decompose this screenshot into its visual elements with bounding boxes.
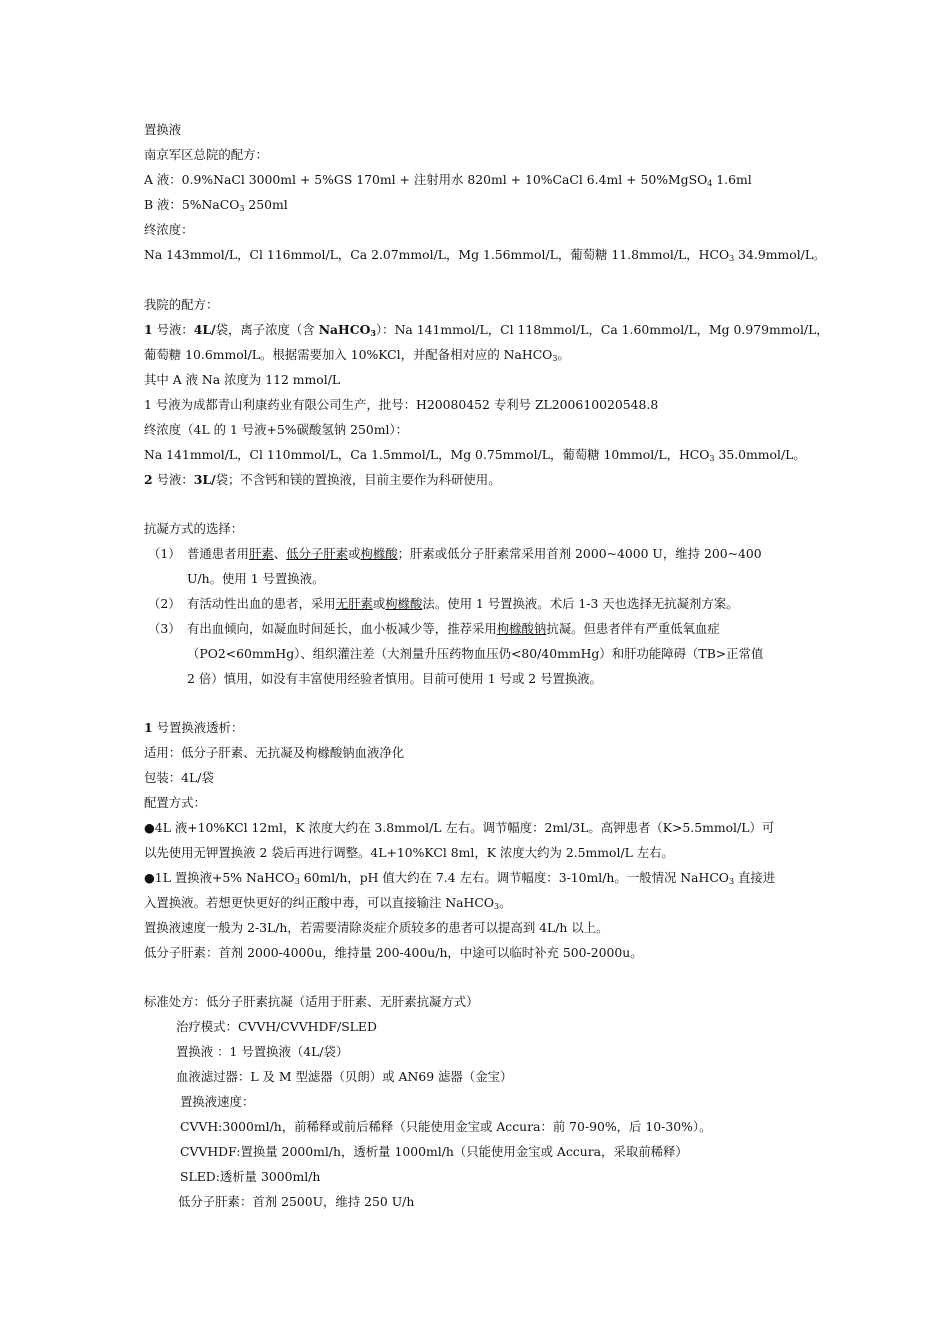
subscript: 3 (370, 328, 376, 338)
text: 1 (144, 322, 153, 337)
anticoag-item-1-cont: U/h。使用 1 号置换液。 (187, 571, 325, 586)
standard-heading: 标准处方：低分子肝素抗凝（适用于肝素、无肝素抗凝方式） (144, 994, 479, 1009)
text: 。 (499, 895, 512, 910)
text: 号置换液透析： (152, 720, 244, 735)
ours-manufacturer-line: 1 号液为成都青山利康药业有限公司生产，批号：H20080452 专利号 ZL200610020548.8 (144, 397, 659, 412)
text: 枸橼酸 (360, 546, 398, 561)
anticoag-heading: 抗凝方式的选择： (144, 521, 244, 536)
anticoag-item-3 (187, 621, 720, 637)
ours-final-values (144, 447, 806, 463)
dialysis-package: 包装：4L/袋 (144, 770, 214, 785)
text: 1 (144, 720, 153, 735)
text: 袋，离子浓度（含 (215, 322, 319, 337)
subscript: 3 (728, 877, 735, 886)
text: 34.9mmol/L。 (734, 247, 826, 262)
dialysis-nahco3-cont (144, 895, 511, 911)
text: ；肝素或低分子肝素常采用首剂 2000~4000 U，维持 200~400 (397, 546, 762, 561)
text: NaHCO (318, 322, 371, 337)
text: 有出血倾向，如凝血时间延长，血小板减少等，推荐采用 (187, 621, 497, 636)
dialysis-kcl-line: ●4L 液+10%KCl 12ml，K 浓度大约在 3.8mmol/L 左右。调节幅度：2ml/3L。高钾患者（K>5.5mmol/L）可 (144, 820, 775, 835)
text: 或 (348, 546, 361, 561)
nanjing-heading: 南京军区总院的配方： (144, 147, 268, 162)
text: 肝素 (248, 546, 274, 561)
dialysis-speed-line: 置换液速度一般为 2-3L/h，若需要清除炎症介质较多的患者可以提高到 4L/h 以上。 (144, 920, 609, 935)
doc-title: 置换液 (144, 122, 182, 137)
text: 或 (372, 596, 386, 611)
ours-solution-2-line (144, 472, 501, 488)
text: 250ml (244, 197, 288, 212)
text: 60ml/h，pH 值大约在 7.4 左右。调节幅度：3-10ml/h。一般情况 NaHCO (299, 870, 729, 885)
text: 4L/ (193, 322, 216, 337)
ours-heading: 我院的配方： (144, 297, 219, 312)
text: 入置换液。若想更快更好的纠正酸中毒，可以直接输注 NaHCO (144, 895, 494, 910)
text: 低分子肝素 (286, 546, 349, 561)
text: 2 (144, 472, 153, 487)
subscript: 3 (552, 354, 558, 363)
subscript: 4 (707, 179, 713, 188)
nanjing-a-solution (144, 172, 752, 188)
text: 35.0mmol/L。 (714, 447, 806, 462)
text: 抗凝。但患者伴有严重低氧血症 (546, 621, 720, 636)
text: Na 143mmol/L，Cl 116mmol/L，Ca 2.07mmol/L，Mg 1.56mmol/L，葡萄糖 11.8mmol/L，HCO (144, 247, 730, 262)
nanjing-final-values (144, 247, 825, 263)
text: 、 (273, 546, 287, 561)
standard-cvvh: CVVH:3000ml/h，前稀释或前后稀释（只能使用金宝或 Accura：前 70-90%，后 10-30%）。 (180, 1119, 712, 1134)
standard-lmwh: 低分子肝素：首剂 2500U，维持 250 U/h (178, 1194, 415, 1209)
standard-cvvhdf: CVVHDF:置换量 2000ml/h，透析量 1000ml/h（只能使用金宝或 Accura，采取前稀释） (180, 1144, 688, 1159)
dialysis-indication: 适用：低分子肝素、无抗凝及枸橼酸钠血液净化 (144, 745, 405, 760)
text: 法。使用 1 号置换液。术后 1-3 天也选择无抗凝剂方案。 (422, 596, 739, 611)
text: 普通患者用 (187, 546, 249, 561)
ours-glucose-line (144, 347, 570, 363)
text: 3L/ (193, 472, 216, 487)
dialysis-nahco3-line (144, 870, 775, 886)
subscript: 3 (709, 454, 715, 463)
anticoag-item-1 (187, 546, 762, 562)
standard-speed-heading: 置换液速度： (180, 1094, 255, 1109)
text: 直接进 (734, 870, 776, 885)
nanjing-final-heading: 终浓度： (144, 222, 194, 237)
subscript: 3 (239, 204, 245, 213)
ours-a-na-line: 其中 A 液 Na 浓度为 112 mmol/L (144, 372, 341, 387)
text: 葡萄糖 10.6mmol/L。根据需要加入 10%KCl，并配备相对应的 NaHCO (144, 347, 553, 362)
dialysis-heading (144, 720, 243, 736)
list-number: （3） (148, 621, 181, 636)
standard-sled: SLED:透析量 3000ml/h (180, 1169, 321, 1184)
nanjing-b-solution (144, 197, 288, 213)
list-number: （1） (148, 546, 181, 561)
standard-filter: 血液滤过器：L 及 M 型滤器（贝朗）或 AN69 滤器（金宝） (176, 1069, 513, 1084)
text: 1.6ml (712, 172, 752, 187)
ours-final-heading: 终浓度（4L 的 1 号液+5%碳酸氢钠 250ml）： (144, 422, 409, 437)
subscript: 3 (294, 877, 300, 886)
text: ）：Na 141mmol/L，Cl 118mmol/L，Ca 1.60mmol/L，Mg 0.979mmol/L， (375, 322, 829, 337)
subscript: 3 (729, 254, 735, 263)
text: A 液：0.9%NaCl 3000ml + 5%GS 170ml + 注射用水 820ml + 10%CaCl 6.4ml + 50%MgSO (144, 172, 708, 187)
text: Na 141mmol/L，Cl 110mmol/L，Ca 1.5mmol/L，Mg 0.75mmol/L，葡萄糖 10mmol/L，HCO (144, 447, 710, 462)
text: 袋；不含钙和镁的置换液，目前主要作为科研使用。 (215, 472, 501, 487)
text: ●1L 置换液+5% NaHCO (144, 870, 295, 885)
text: 枸橼酸钠 (496, 621, 547, 636)
text: 。 (557, 347, 570, 362)
standard-solution: 置换液 ：1 号置换液（4L/袋） (176, 1044, 349, 1059)
dialysis-config-heading: 配置方式： (144, 795, 206, 810)
standard-mode: 治疗模式：CVVH/CVVHDF/SLED (176, 1019, 377, 1034)
dialysis-lmwh-line: 低分子肝素：首剂 2000-4000u，维持量 200-400u/h，中途可以临时补充 500-2000u。 (144, 945, 643, 960)
anticoag-item-2 (187, 596, 739, 612)
text: 有活动性出血的患者，采用 (187, 596, 336, 611)
anticoag-item-3-cont: 2 倍）慎用，如没有丰富使用经验者慎用。目前可使用 1 号或 2 号置换液。 (187, 671, 603, 686)
anticoag-item-3-cont: （PO2<60mmHg）、组织灌注差（大剂量升压药物血压仍<80/40mmHg）和肝功能障碍（TB>正常值 (187, 646, 764, 661)
text: 无肝素 (335, 596, 373, 611)
text: B 液：5%NaCO (144, 197, 240, 212)
subscript: 3 (494, 902, 500, 911)
dialysis-kcl-cont: 以先使用无钾置换液 2 袋后再进行调整。4L+10%KCl 8ml，K 浓度大约为 2.5mmol/L 左右。 (144, 845, 674, 860)
text: 号液： (152, 322, 194, 337)
text: 枸橼酸 (385, 596, 423, 611)
ours-solution-1-line (144, 322, 829, 338)
list-number: （2） (148, 596, 181, 611)
text: 号液： (152, 472, 194, 487)
